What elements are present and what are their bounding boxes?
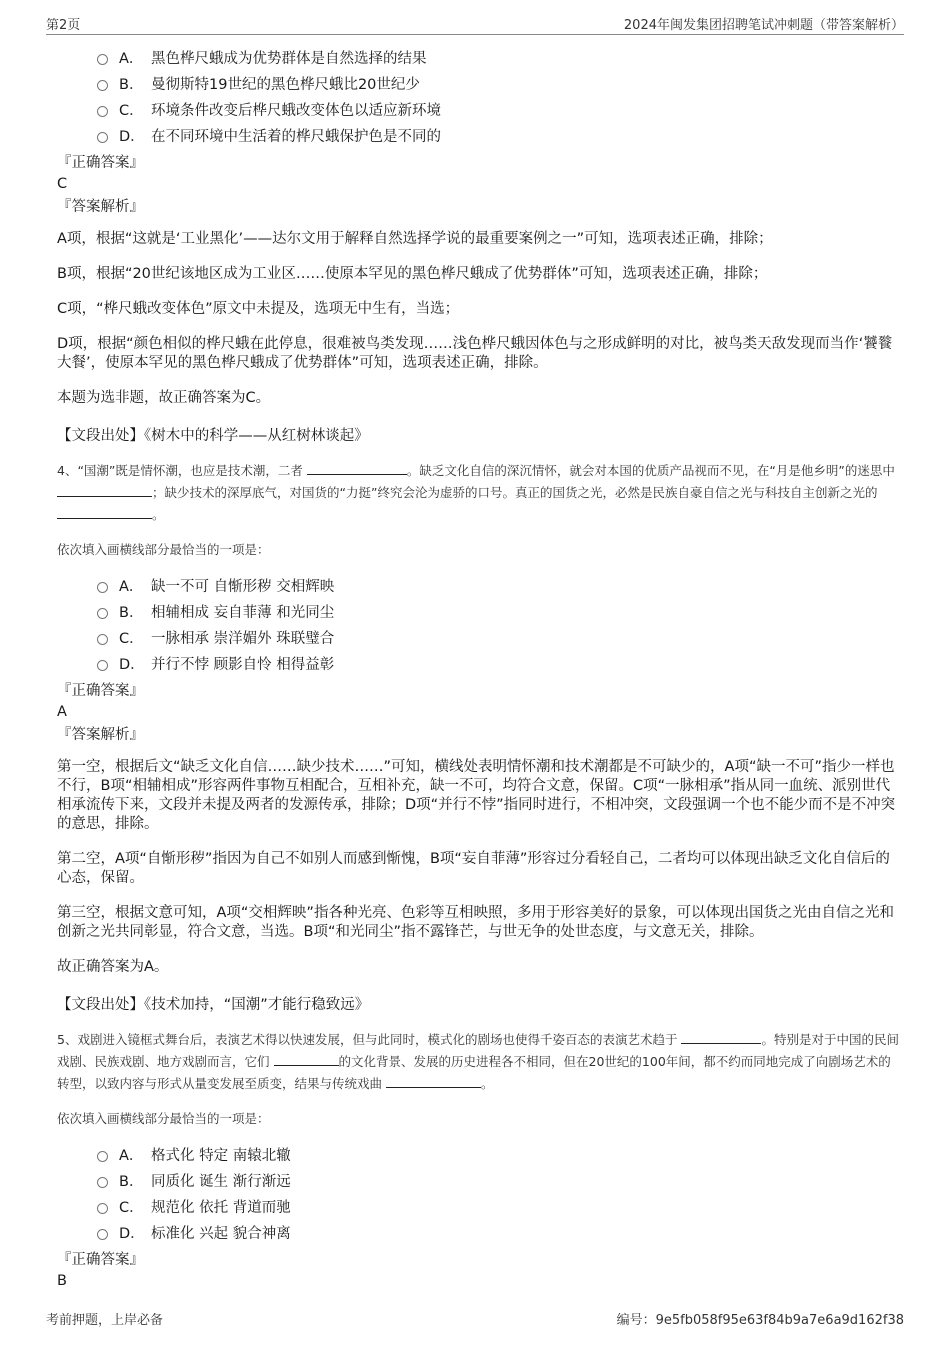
q4-option-c[interactable]: C． 一脉相承 崇洋媚外 珠联璧合 <box>97 624 902 650</box>
q5-option-b[interactable]: B． 同质化 诞生 渐行渐远 <box>97 1167 902 1193</box>
blank-line <box>57 484 152 497</box>
q3-conclusion: 本题为选非题，故正确答案为C。 <box>57 390 271 406</box>
q4-conclusion: 故正确答案为A。 <box>57 959 169 975</box>
q5-option-c[interactable]: C． 规范化 依托 背道而驰 <box>97 1193 902 1219</box>
blank-line <box>274 1053 339 1066</box>
blank-line <box>57 506 152 519</box>
q3-analysis-d: D项，根据“颜色相似的桦尺蛾在此停息，很难被鸟类发现……浅色桦尺蛾因体色与之形成鲜明的对比，被鸟类天敌发现而当作‘饕餮大餐’，使原本罕见的黑色桦尺蛾成了优势群体”可知，选项表述正确，排除。 <box>57 336 893 371</box>
blank-line <box>681 1031 761 1044</box>
q3-answer: C <box>57 176 68 192</box>
page-content <box>57 44 902 1293</box>
q4-options <box>57 572 902 676</box>
radio-icon[interactable] <box>97 608 108 619</box>
radio-icon[interactable] <box>97 1151 108 1162</box>
q4-analysis-blank2: 第二空，A项“自惭形秽”指因为自己不如别人而感到惭愧，B项“妄自菲薄”形容过分看轻自己，二者均可以体现出缺乏文化自信后的心态，保留。 <box>57 851 890 886</box>
q4-option-b[interactable]: B． 相辅相成 妄自菲薄 和光同尘 <box>97 598 902 624</box>
q3-option-b[interactable]: B． 曼彻斯特19世纪的黑色桦尺蛾比20世纪少 <box>97 70 902 96</box>
page-header <box>46 14 904 34</box>
q3-option-a[interactable]: A． 黑色桦尺蛾成为优势群体是自然选择的结果 <box>97 44 902 70</box>
q3-answer-tag: 『正确答案』 <box>57 155 144 171</box>
radio-icon[interactable] <box>97 132 108 143</box>
q4-analysis-tag: 『答案解析』 <box>57 727 144 743</box>
q3-analysis-tag: 『答案解析』 <box>57 199 144 215</box>
q4-analysis-blank1: 第一空，根据后文“缺乏文化自信……缺少技术……”可知，横线处表明情怀潮和技术潮都是不可缺少的，A项“缺一不可”指少一样也不行，B项“相辅相成”形容两件事物互相配合，互相补充，缺一不可，均符合文意，保留。C项“一脉相承”指从同一血统、派别世代相承流传下来，文段并未提及两者的发源传承，排除；D项“并行不悖”指同时进行，不相冲突，文段强调一个也不能少而不是不冲突的意思，排除。 <box>57 759 896 832</box>
q4-answer: A <box>57 704 67 720</box>
blank-line <box>307 462 407 475</box>
page-footer <box>46 1309 904 1327</box>
q4-instruction: 依次填入画横线部分最恰当的一项是： <box>57 542 270 557</box>
radio-icon[interactable] <box>97 582 108 593</box>
q5-options <box>57 1141 902 1245</box>
header-divider <box>46 34 904 35</box>
radio-icon[interactable] <box>97 54 108 65</box>
radio-icon[interactable] <box>97 660 108 671</box>
document-title: 2024年闽发集团招聘笔试冲刺题（带答案解析） <box>623 18 904 33</box>
q4-analysis-blank3: 第三空，根据文意可知，A项“交相辉映”指各种光亮、色彩等互相映照，多用于形容美好的景象，可以体现出国货之光由自信之光和创新之光共同彰显，符合文意，当选。B项“和光同尘”指不露锋芒，与世无争的处世态度，与文意无关，排除。 <box>57 905 894 940</box>
q4-answer-tag: 『正确答案』 <box>57 683 144 699</box>
radio-icon[interactable] <box>97 1203 108 1214</box>
page-number: 第2页 <box>46 18 81 33</box>
q3-option-d[interactable]: D． 在不同环境中生活着的桦尺蛾保护色是不同的 <box>97 122 902 148</box>
blank-line <box>386 1075 481 1088</box>
q5-answer-tag: 『正确答案』 <box>57 1252 144 1268</box>
q4-option-d[interactable]: D． 并行不悖 顾影自怜 相得益彰 <box>97 650 902 676</box>
q3-analysis-c: C项，“桦尺蛾改变体色”原文中未提及，选项无中生有，当选； <box>57 301 460 317</box>
footer-slogan: 考前押题，上岸必备 <box>46 1313 164 1328</box>
q4-source: 【文段出处】《技术加持，“国潮”才能行稳致远》 <box>57 997 370 1013</box>
radio-icon[interactable] <box>97 634 108 645</box>
q5-option-a[interactable]: A． 格式化 特定 南辕北辙 <box>97 1141 902 1167</box>
q5-stem: 5、戏剧进入镜框式舞台后，表演艺术得以快速发展，但与此同时，模式化的剧场也使得千姿百态的表演艺术趋于 。特别是对于中国的民间戏剧、民族戏剧、地方戏剧而言，它们 的文化背景、发展的历史进程各不相同，但在20世纪的100年间，都不约而同地完成了向剧场艺术的转型，以致内容与形式从量变发展至质变，结果与传统戏曲 。 <box>57 1032 899 1091</box>
radio-icon[interactable] <box>97 1229 108 1240</box>
q3-analysis-a: A项，根据“这就是‘工业黑化’——达尔文用于解释自然选择学说的最重要案例之一”可知，选项表述正确，排除； <box>57 231 773 247</box>
radio-icon[interactable] <box>97 106 108 117</box>
q3-option-c[interactable]: C． 环境条件改变后桦尺蛾改变体色以适应新环境 <box>97 96 902 122</box>
q3-source: 【文段出处】《树木中的科学——从红树林谈起》 <box>57 428 369 444</box>
q3-options <box>57 44 902 148</box>
q3-analysis-b: B项，根据“20世纪该地区成为工业区……使原本罕见的黑色桦尺蛾成了优势群体”可知，选项表述正确，排除； <box>57 266 768 282</box>
q4-stem: 4、“国潮”既是情怀潮，也应是技术潮，二者 。缺乏文化自信的深沉情怀，就会对本国的优质产品视而不见，在“月是他乡明”的迷思中 ；缺少技术的深厚底气，对国货的“力挺”终究会沦为虚骄的口号。真正的国货之光，必然是民族自豪自信之光与科技自主创新之光的 。 <box>57 463 895 522</box>
q5-answer: B <box>57 1273 67 1289</box>
q4-option-a[interactable]: A． 缺一不可 自惭形秽 交相辉映 <box>97 572 902 598</box>
q5-option-d[interactable]: D． 标准化 兴起 貌合神离 <box>97 1219 902 1245</box>
radio-icon[interactable] <box>97 1177 108 1188</box>
document-id: 编号：9e5fb058f95e63f84b9a7e6a9d162f38 <box>616 1313 904 1328</box>
q5-instruction: 依次填入画横线部分最恰当的一项是： <box>57 1111 270 1126</box>
radio-icon[interactable] <box>97 80 108 91</box>
